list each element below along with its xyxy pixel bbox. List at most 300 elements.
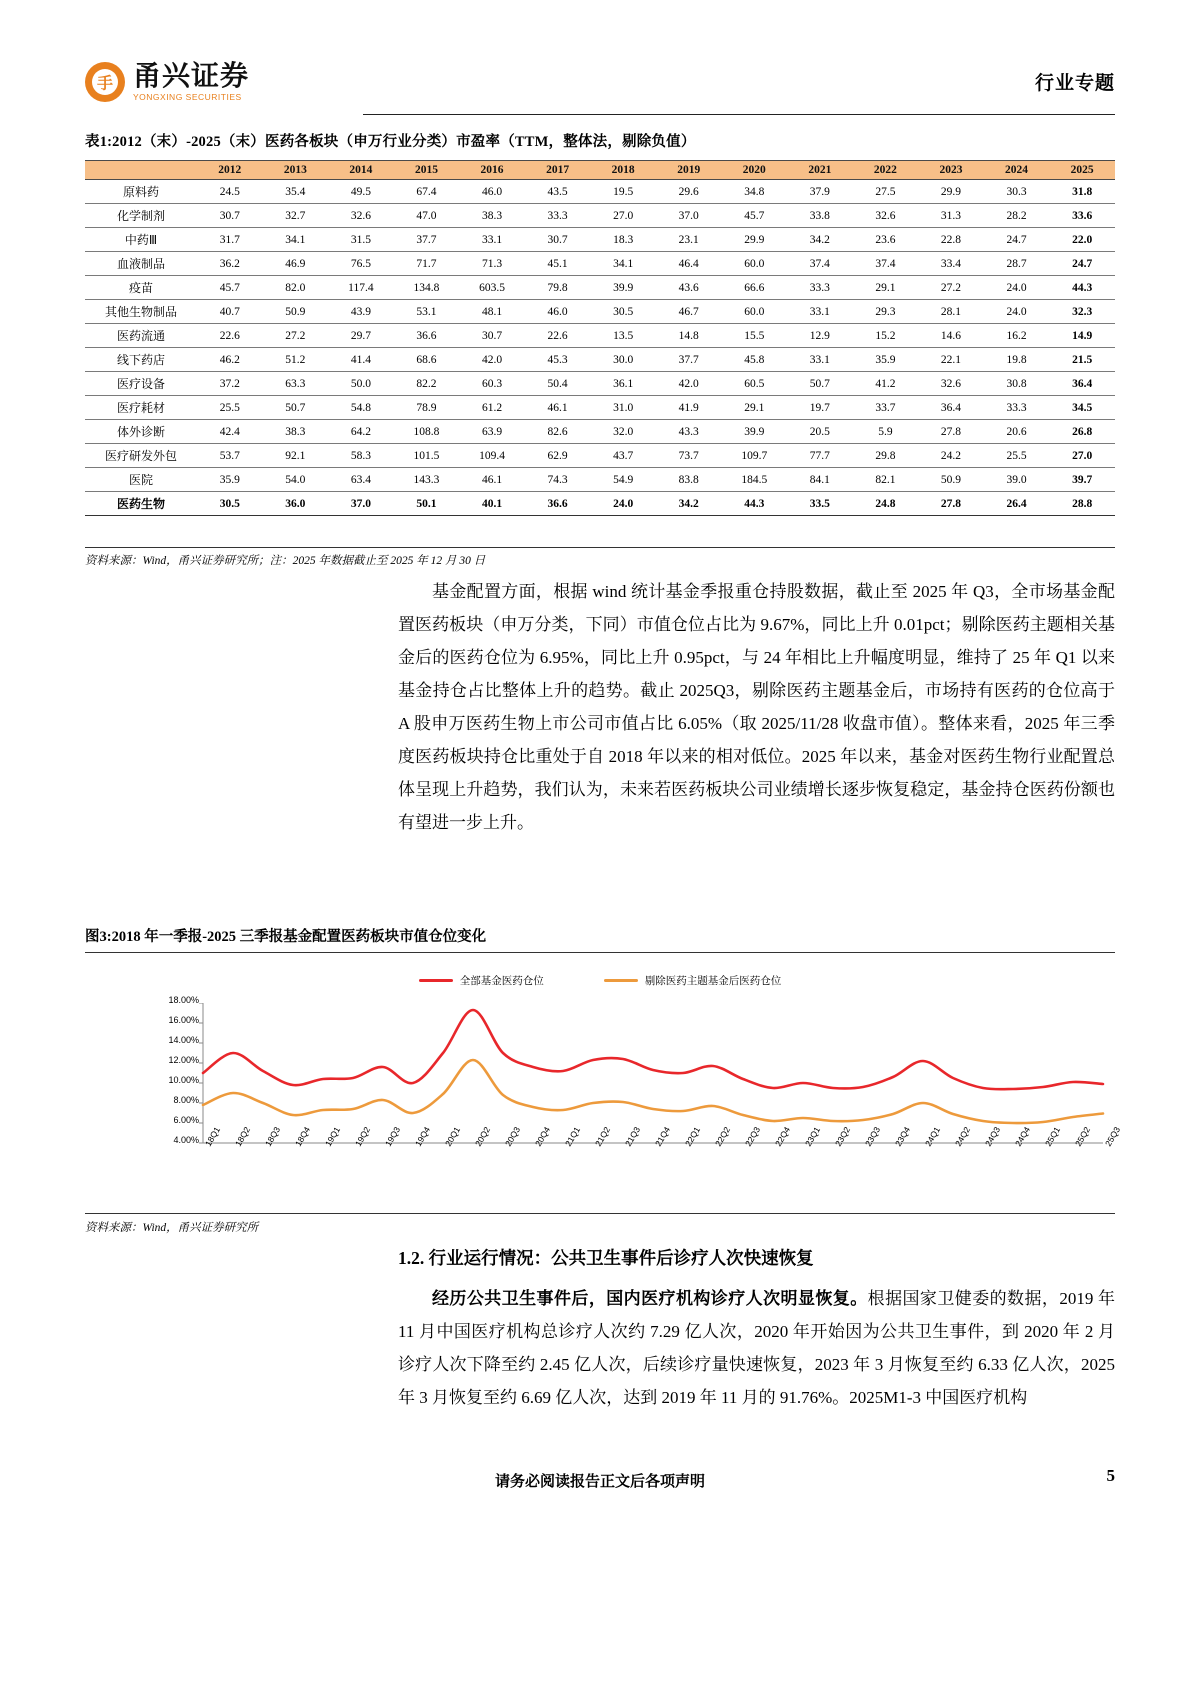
table-cell: 32.3 [1049,300,1115,324]
table-cell: 134.8 [394,276,460,300]
x-axis-tick-label: 18Q3 [263,1124,283,1148]
table-cell: 43.5 [525,180,591,204]
table-cell: 42.0 [656,372,722,396]
table-cell: 24.8 [853,492,919,516]
table-col-header-2015: 2015 [394,161,460,180]
table-cell: 67.4 [394,180,460,204]
table-cell: 19.5 [590,180,656,204]
x-axis-tick-label: 25Q2 [1073,1124,1093,1148]
table-cell: 49.5 [328,180,394,204]
table-cell: 26.4 [984,492,1050,516]
table-cell: 84.1 [787,468,853,492]
table-cell: 46.1 [525,396,591,420]
table-cell: 44.3 [1049,276,1115,300]
table-cell: 46.9 [263,252,329,276]
table-cell: 43.3 [656,420,722,444]
legend-item [604,973,782,988]
page-number: 5 [1106,1466,1115,1485]
table-cell: 54.8 [328,396,394,420]
table-row-label: 线下药店 [85,348,197,372]
table-cell: 36.0 [263,492,329,516]
x-axis-tick-label: 22Q2 [713,1124,733,1148]
table-cell: 50.7 [263,396,329,420]
figure-title: 图3:2018 年一季报-2025 三季报基金配置医药板块市值仓位变化 [85,929,487,945]
legend-label: 剔除医药主题基金后医药仓位 [644,975,782,987]
y-axis-tick-label: 16.00% [168,1015,199,1025]
table-cell: 82.0 [263,276,329,300]
table-cell: 36.4 [918,396,984,420]
table-cell: 22.8 [918,228,984,252]
table-cell: 15.5 [722,324,788,348]
table-cell: 60.3 [459,372,525,396]
y-axis-tick-label: 12.00% [168,1055,199,1065]
table-cell: 34.2 [656,492,722,516]
figure-chart [85,953,1123,1203]
legend-item [419,973,544,988]
table-cell: 30.5 [197,492,263,516]
figure-source-note: 资料来源：Wind，甬兴证券研究所 [85,1213,1115,1235]
x-axis-tick-label: 21Q3 [623,1124,643,1148]
table-cell: 26.8 [1049,420,1115,444]
table-cell: 36.4 [1049,372,1115,396]
table-cell: 60.0 [722,300,788,324]
table-cell: 36.2 [197,252,263,276]
table-cell: 28.2 [984,204,1050,228]
y-axis-tick-label: 18.00% [168,995,199,1005]
table-cell: 143.3 [394,468,460,492]
table-cell: 41.2 [853,372,919,396]
table-cell: 30.3 [984,180,1050,204]
table-cell: 36.6 [394,324,460,348]
table-cell: 32.6 [328,204,394,228]
table-cell: 31.3 [918,204,984,228]
table-row [85,252,1115,276]
table-col-header-2025: 2025 [1049,161,1115,180]
table-cell: 61.2 [459,396,525,420]
paragraph-lead: 经历公共卫生事件后，国内医疗机构诊疗人次明显恢复。 [432,1289,868,1308]
table-cell: 33.4 [918,252,984,276]
table-row-label: 中药Ⅲ [85,228,197,252]
x-axis-tick-label: 23Q3 [863,1124,883,1148]
pe-table [85,160,1115,516]
table-cell: 109.4 [459,444,525,468]
table-cell: 45.7 [722,204,788,228]
table-cell: 16.2 [984,324,1050,348]
table-cell: 28.1 [918,300,984,324]
table-col-header-2022: 2022 [853,161,919,180]
table-cell: 35.4 [263,180,329,204]
table-cell: 24.5 [197,180,263,204]
table-cell: 101.5 [394,444,460,468]
table-source-note: 资料来源：Wind，甬兴证券研究所；注：2025 年数据截止至 2025 年 12 月 30 日 [85,547,1115,568]
table-cell: 14.8 [656,324,722,348]
table-cell: 37.4 [787,252,853,276]
table-cell: 22.6 [525,324,591,348]
x-axis-tick-label: 18Q2 [233,1124,253,1148]
table-col-header-2014: 2014 [328,161,394,180]
table-cell: 27.2 [263,324,329,348]
table-col-header-2021: 2021 [787,161,853,180]
table-cell: 33.6 [1049,204,1115,228]
table-cell: 41.4 [328,348,394,372]
table-row-label: 原料药 [85,180,197,204]
logo-name-en: YONGXING SECURITIES [133,92,242,103]
table-cell: 36.6 [525,492,591,516]
legend-swatch-icon [419,979,453,982]
x-axis-tick-label: 23Q2 [833,1124,853,1148]
logo-mark-icon [85,62,125,102]
table-cell: 40.1 [459,492,525,516]
table-row-label: 疫苗 [85,276,197,300]
table-cell: 33.3 [525,204,591,228]
table-col-header-2013: 2013 [263,161,329,180]
table-cell: 33.7 [853,396,919,420]
table-cell: 39.9 [590,276,656,300]
table-cell: 14.9 [1049,324,1115,348]
table-cell: 63.9 [459,420,525,444]
table-cell: 37.4 [853,252,919,276]
table-cell: 82.1 [853,468,919,492]
table-header-row [85,161,1115,180]
table-cell: 27.2 [918,276,984,300]
table-cell: 82.6 [525,420,591,444]
table-col-header-2018: 2018 [590,161,656,180]
table-row [85,396,1115,420]
table-row [85,492,1115,516]
table-row [85,468,1115,492]
section-heading-1-2: 1.2. 行业运行情况：公共卫生事件后诊疗人次快速恢复 [398,1248,814,1268]
table-cell: 36.1 [590,372,656,396]
table-cell: 25.5 [984,444,1050,468]
table-cell: 48.1 [459,300,525,324]
table-cell: 46.0 [459,180,525,204]
table-row [85,420,1115,444]
table-cell: 46.1 [459,468,525,492]
table-cell: 46.0 [525,300,591,324]
legend-label: 全部基金医药仓位 [459,975,544,987]
table-cell: 54.9 [590,468,656,492]
logo-name-cn: 甬兴证券 [133,60,250,92]
table-cell: 37.7 [656,348,722,372]
table-cell: 20.5 [787,420,853,444]
table-cell: 109.7 [722,444,788,468]
x-axis-tick-label: 23Q1 [803,1124,823,1148]
x-axis-tick-label: 24Q2 [953,1124,973,1148]
x-axis-tick-label: 22Q4 [773,1124,793,1148]
table-cell: 50.0 [328,372,394,396]
table-cell: 45.3 [525,348,591,372]
paragraph-fund-allocation: 基金配置方面，根据 wind 统计基金季报重仓持股数据，截止至 2025 年 Q3，全市场基金配置医药板块（申万分类，下同）市值仓位占比为 9.67%，同比上升 0.01pct；剔除医药主题相关基金后的医药仓位为 6.95%，同比上升 0.95pct，与 24 年相比上升幅度明显，维持了 25 年 Q1 以来基金持仓占比整体上升的趋势。截止 2025Q3，剔除医药主题基金后，市场持有医药的仓位高于 A 股申万医药生物上市公司市值占比 6.05%（取 2025/11/28 收盘市值）。整体来看，2025 年三季度医药板块持仓比重处于自 2018 年以来的相对低位。2025 年以来，基金对医药生物行业配置总体呈现上升趋势，我们认为，未来若医药板块公司业绩增长逐步恢复稳定，基金持仓医药份额也有望进一步上升。 [398,582,1115,832]
y-axis-tick-label: 4.00% [173,1135,199,1145]
table-cell: 29.6 [656,180,722,204]
table-col-header-blank [85,161,197,180]
table-cell: 32.7 [263,204,329,228]
table-cell: 34.1 [263,228,329,252]
table-cell: 33.8 [787,204,853,228]
table-cell: 27.0 [590,204,656,228]
table-cell: 31.0 [590,396,656,420]
x-axis-tick-label: 24Q1 [923,1124,943,1148]
x-axis-tick-label: 25Q1 [1043,1124,1063,1148]
paragraph-industry-operation [398,1282,1115,1414]
x-axis-tick-label: 24Q3 [983,1124,1003,1148]
table-cell: 50.9 [263,300,329,324]
table-cell: 34.8 [722,180,788,204]
table-cell: 33.1 [787,348,853,372]
table-cell: 37.2 [197,372,263,396]
table-cell: 603.5 [459,276,525,300]
table-cell: 29.7 [328,324,394,348]
table-cell: 66.6 [722,276,788,300]
table-cell: 71.7 [394,252,460,276]
table-row-label: 其他生物制品 [85,300,197,324]
table-cell: 78.9 [394,396,460,420]
table-cell: 24.2 [918,444,984,468]
paragraph-body: 根据国家卫健委的数据，2019 年 11 月中国医疗机构总诊疗人次约 7.29 亿人次，2020 年开始因为公共卫生事件，到 2020 年 2 月诊疗人次下降至约 2.45 亿人次，后续诊疗量快速恢复，2023 年 3 月恢复至约 6.33 亿人次，2025 年 3 月恢复至约 6.69 亿人次，达到 2019 年 11 月的 91.76%。2025M1-3 中国医疗机构 [398,1289,1116,1407]
table-cell: 53.7 [197,444,263,468]
table-cell: 54.0 [263,468,329,492]
table-cell: 46.2 [197,348,263,372]
table-cell: 33.5 [787,492,853,516]
table-row [85,324,1115,348]
header-doc-type: 行业专题 [1034,73,1115,94]
table-cell: 32.6 [853,204,919,228]
table-cell: 68.6 [394,348,460,372]
table-cell: 62.9 [525,444,591,468]
x-axis-tick-label: 21Q4 [653,1124,673,1148]
table-row [85,204,1115,228]
table-col-header-2024: 2024 [984,161,1050,180]
header-divider [363,114,1115,115]
table-cell: 33.1 [459,228,525,252]
table-cell: 28.8 [1049,492,1115,516]
table-cell: 29.9 [918,180,984,204]
x-axis-tick-label: 19Q2 [353,1124,373,1148]
table-cell: 28.7 [984,252,1050,276]
table-cell: 63.3 [263,372,329,396]
table-cell: 33.1 [787,300,853,324]
chart-axes [203,1003,1103,1143]
table-cell: 29.1 [853,276,919,300]
table-cell: 45.7 [197,276,263,300]
table-cell: 82.2 [394,372,460,396]
table-cell: 29.1 [722,396,788,420]
x-axis-tick-label: 21Q1 [563,1124,583,1148]
table-row-label: 体外诊断 [85,420,197,444]
chart-series-line [203,1010,1103,1089]
chart-x-axis-labels [203,1124,1123,1187]
table-cell: 29.3 [853,300,919,324]
x-axis-tick-label: 20Q3 [503,1124,523,1148]
x-axis-tick-label: 18Q1 [203,1124,223,1148]
x-axis-tick-label: 25Q3 [1103,1124,1123,1148]
table-cell: 46.4 [656,252,722,276]
table-cell: 22.0 [1049,228,1115,252]
table-cell: 33.3 [787,276,853,300]
x-axis-tick-label: 24Q4 [1013,1124,1033,1148]
y-axis-tick-label: 6.00% [173,1115,199,1125]
table-cell: 22.6 [197,324,263,348]
x-axis-tick-label: 19Q1 [323,1124,343,1148]
table-cell: 45.1 [525,252,591,276]
table-cell: 24.0 [590,492,656,516]
table-cell: 37.0 [656,204,722,228]
table-cell: 58.3 [328,444,394,468]
table-cell: 42.4 [197,420,263,444]
chart-legend [85,973,1115,988]
table-cell: 13.5 [590,324,656,348]
table-cell: 35.9 [853,348,919,372]
x-axis-tick-label: 20Q1 [443,1124,463,1148]
table-cell: 46.7 [656,300,722,324]
table-row-label: 医院 [85,468,197,492]
table-cell: 39.7 [1049,468,1115,492]
table-cell: 30.7 [525,228,591,252]
table-row-label: 医疗设备 [85,372,197,396]
table-cell: 30.7 [197,204,263,228]
table-cell: 33.3 [984,396,1050,420]
table-cell: 14.6 [918,324,984,348]
table-cell: 34.5 [1049,396,1115,420]
x-axis-tick-label: 22Q1 [683,1124,703,1148]
table-cell: 83.8 [656,468,722,492]
table-row-label: 医疗研发外包 [85,444,197,468]
table-cell: 74.3 [525,468,591,492]
table-cell: 42.0 [459,348,525,372]
table-cell: 20.6 [984,420,1050,444]
table-cell: 50.1 [394,492,460,516]
table-row [85,228,1115,252]
table-cell: 12.9 [787,324,853,348]
table-cell: 41.9 [656,396,722,420]
table-cell: 35.9 [197,468,263,492]
table-cell: 31.7 [197,228,263,252]
table-cell: 34.2 [787,228,853,252]
table-cell: 21.5 [1049,348,1115,372]
legend-swatch-icon [604,979,638,982]
table-cell: 30.7 [459,324,525,348]
table-cell: 27.8 [918,492,984,516]
company-logo [85,62,249,102]
table-cell: 92.1 [263,444,329,468]
table-cell: 31.8 [1049,180,1115,204]
table-cell: 23.6 [853,228,919,252]
table-cell: 18.3 [590,228,656,252]
table-row [85,276,1115,300]
table-row-label: 血液制品 [85,252,197,276]
table-row-label: 医药流通 [85,324,197,348]
x-axis-tick-label: 21Q2 [593,1124,613,1148]
table-cell: 50.4 [525,372,591,396]
y-axis-tick-label: 10.00% [168,1075,199,1085]
table-cell: 34.1 [590,252,656,276]
table-cell: 117.4 [328,276,394,300]
table-cell: 60.0 [722,252,788,276]
table-cell: 43.7 [590,444,656,468]
table-row-label: 医疗耗材 [85,396,197,420]
pe-table-wrapper [85,160,1115,516]
table-cell: 73.7 [656,444,722,468]
table-cell: 29.9 [722,228,788,252]
table-cell: 32.6 [918,372,984,396]
table-cell: 29.8 [853,444,919,468]
table-cell: 37.9 [787,180,853,204]
table-cell: 27.5 [853,180,919,204]
table-col-header-2023: 2023 [918,161,984,180]
table-cell: 24.0 [984,276,1050,300]
table-cell: 31.5 [328,228,394,252]
table-cell: 64.2 [328,420,394,444]
table-cell: 39.9 [722,420,788,444]
table-cell: 79.8 [525,276,591,300]
table-cell: 38.3 [459,204,525,228]
table-cell: 108.8 [394,420,460,444]
table-cell: 47.0 [394,204,460,228]
table-col-header-2019: 2019 [656,161,722,180]
table-cell: 43.6 [656,276,722,300]
x-axis-tick-label: 18Q4 [293,1124,313,1148]
table-cell: 44.3 [722,492,788,516]
footer-disclaimer: 请务必阅读报告正文后各项声明 [494,1474,705,1490]
table-cell: 40.7 [197,300,263,324]
table-col-header-2016: 2016 [459,161,525,180]
x-axis-tick-label: 22Q3 [743,1124,763,1148]
table-cell: 43.9 [328,300,394,324]
table-cell: 60.5 [722,372,788,396]
table-cell: 24.0 [984,300,1050,324]
table-cell: 37.7 [394,228,460,252]
table-cell: 30.8 [984,372,1050,396]
table-cell: 27.0 [1049,444,1115,468]
table-cell: 27.8 [918,420,984,444]
table-cell: 50.7 [787,372,853,396]
page-header [85,62,1115,124]
table-cell: 63.4 [328,468,394,492]
table-cell: 76.5 [328,252,394,276]
table-row-label: 医药生物 [85,492,197,516]
table-col-header-2012: 2012 [197,161,263,180]
table-row-label: 化学制剂 [85,204,197,228]
table-cell: 77.7 [787,444,853,468]
x-axis-tick-label: 20Q2 [473,1124,493,1148]
x-axis-tick-label: 19Q3 [383,1124,403,1148]
table-row [85,348,1115,372]
table-cell: 15.2 [853,324,919,348]
table-cell: 39.0 [984,468,1050,492]
table-cell: 50.9 [918,468,984,492]
table-body [85,180,1115,516]
table-cell: 19.8 [984,348,1050,372]
table-title: 表1:2012（末）-2025（末）医药各板块（申万行业分类）市盈率（TTM，整体法，剔除负值） [85,134,696,150]
x-axis-tick-label: 23Q4 [893,1124,913,1148]
table-cell: 184.5 [722,468,788,492]
table-cell: 51.2 [263,348,329,372]
table-row [85,300,1115,324]
table-cell: 24.7 [984,228,1050,252]
table-cell: 19.7 [787,396,853,420]
table-row [85,180,1115,204]
x-axis-tick-label: 20Q4 [533,1124,553,1148]
table-cell: 45.8 [722,348,788,372]
table-cell: 30.0 [590,348,656,372]
table-row [85,444,1115,468]
table-cell: 5.9 [853,420,919,444]
table-col-header-2017: 2017 [525,161,591,180]
table-cell: 32.0 [590,420,656,444]
table-cell: 71.3 [459,252,525,276]
table-col-header-2020: 2020 [722,161,788,180]
table-cell: 37.0 [328,492,394,516]
